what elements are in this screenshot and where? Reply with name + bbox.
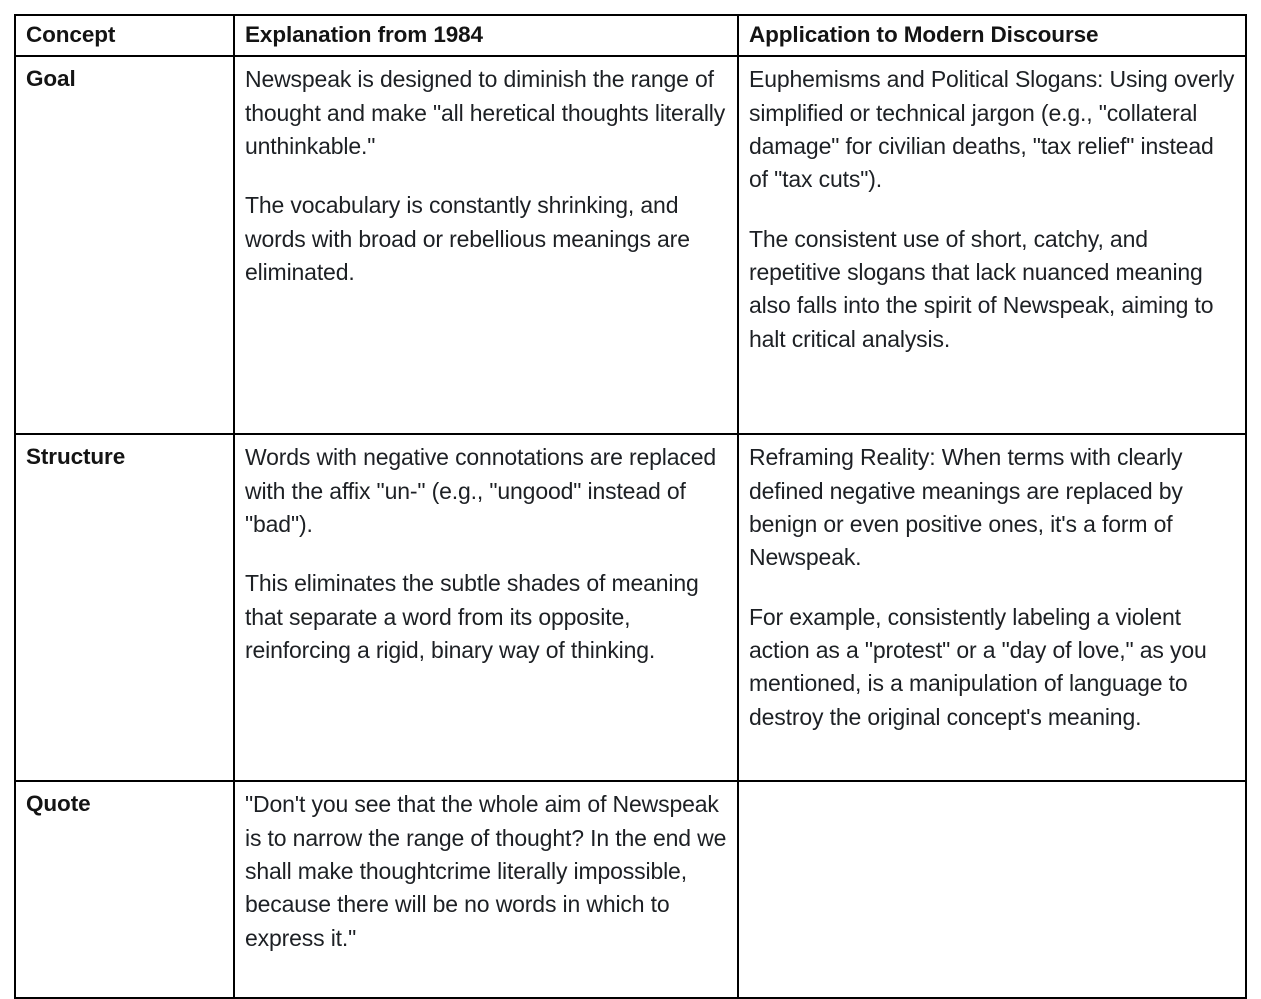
table-body xyxy=(15,56,1246,998)
paragraph: Words with negative connotations are replaced with the affix "un-" (e.g., "ungood" instead of "bad"). xyxy=(245,444,716,537)
concept-table-container xyxy=(14,14,1245,999)
cell-application-goal xyxy=(738,56,1246,434)
table-row xyxy=(15,434,1246,781)
column-header-concept: Concept xyxy=(15,15,234,56)
cell-explanation-quote xyxy=(234,781,738,998)
paragraph: The consistent use of short, catchy, and repetitive slogans that lack nuanced meaning also falls into the spirit of Newspeak, aiming to halt critical analysis. xyxy=(749,225,1214,352)
table-header xyxy=(15,15,1246,56)
paragraph: Reframing Reality: When terms with clearly defined negative meanings are replaced by benign or even positive ones, it's a form of Newspeak. xyxy=(749,444,1183,571)
cell-application-structure xyxy=(738,434,1246,781)
column-header-explanation: Explanation from 1984 xyxy=(234,15,738,56)
cell-application-quote xyxy=(738,781,1246,998)
paragraph: Euphemisms and Political Slogans: Using overly simplified or technical jargon (e.g., "collateral damage" for civilian deaths, "tax relief" instead of "tax cuts"). xyxy=(749,66,1235,193)
table-row xyxy=(15,781,1246,998)
cell-concept-quote: Quote xyxy=(15,781,234,998)
table-header-row xyxy=(15,15,1246,56)
paragraph: This eliminates the subtle shades of meaning that separate a word from its opposite, reinforcing a rigid, binary way of thinking. xyxy=(245,570,699,663)
paragraph: The vocabulary is constantly shrinking, and words with broad or rebellious meanings are eliminated. xyxy=(245,192,690,285)
cell-explanation-structure xyxy=(234,434,738,781)
concept-comparison-table xyxy=(14,14,1247,999)
cell-concept-structure: Structure xyxy=(15,434,234,781)
paragraph: Newspeak is designed to diminish the range of thought and make "all heretical thoughts literally unthinkable." xyxy=(245,66,726,159)
cell-concept-goal: Goal xyxy=(15,56,234,434)
table-row xyxy=(15,56,1246,434)
paragraph: "Don't you see that the whole aim of Newspeak is to narrow the range of thought? In the end we shall make thoughtcrime literally impossible, because there will be no words in which to express it." xyxy=(245,791,727,951)
cell-explanation-goal xyxy=(234,56,738,434)
column-header-application: Application to Modern Discourse xyxy=(738,15,1246,56)
paragraph: For example, consistently labeling a violent action as a "protest" or a "day of love," as you mentioned, is a manipulation of language to destroy the original concept's meaning. xyxy=(749,603,1207,730)
